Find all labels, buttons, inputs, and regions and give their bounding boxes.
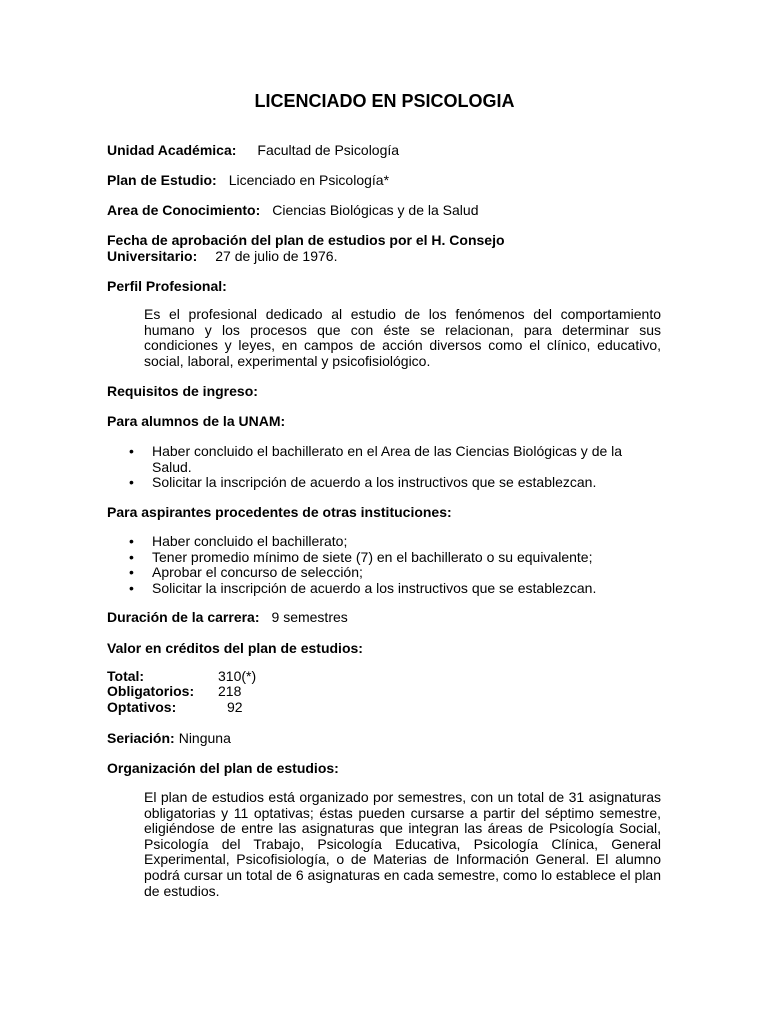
plan-estudio-value: Licenciado en Psicología* [228, 172, 390, 188]
bullet-icon: • [129, 443, 134, 459]
obligatorios-label: Obligatorios: [107, 683, 195, 700]
requisitos-heading: Requisitos de ingreso: [107, 383, 258, 399]
area-conocimiento-value: Ciencias Biológicas y de la Salud [272, 202, 479, 218]
page-title: LICENCIADO EN PSICOLOGIA [254, 91, 515, 111]
creditos-row-optativos [107, 700, 407, 715]
fecha-aprobacion-value: 27 de julio de 1976. [215, 248, 338, 264]
optativos-label: Optativos: [107, 698, 177, 715]
area-conocimiento-label: Area de Conocimiento: [107, 202, 261, 218]
duracion-label: Duración de la carrera: [107, 609, 260, 625]
bullet-icon: • [129, 548, 134, 565]
seriacion-value: Ninguna [178, 730, 231, 746]
list-item: • Haber concluido el bachillerato en el Area de las Ciencias Biológicas y de la Salud. [129, 443, 623, 475]
creditos-table [107, 669, 407, 715]
seriacion-row [107, 730, 231, 746]
creditos-row-total [107, 669, 407, 684]
unidad-academica-row [107, 142, 399, 158]
bullet-icon: • [129, 579, 134, 596]
duracion-value: 9 semestres [271, 609, 348, 625]
fecha-aprobacion-line2 [107, 248, 337, 264]
list-item: • Haber concluido el bachillerato; [129, 533, 348, 549]
plan-estudio-label: Plan de Estudio: [107, 172, 217, 188]
bullet-icon: • [129, 533, 134, 549]
list-item: • Solicitar la inscripción de acuerdo a los instructivos que se establezcan. [129, 474, 597, 491]
unam-requirements-list [107, 444, 662, 491]
organizacion-text: El plan de estudios está organizado por semestres, con un total de 31 asignaturas obligatorias y 11 optativas; éstas pueden cursarse a partir del séptimo semestre, eligiéndose de entre las asignaturas que integran las áreas de Psicología Social, Psicología del Trabajo, Psicología Educativa, Psicología Clínica, General Experimental, Psicofisiología, o de Materias de Información General. El alumno podrá cursar un total de 6 asignaturas en cada semestre, como lo establece el plan de estudios. [144, 789, 661, 899]
universitario-label: Universitario: [107, 248, 198, 264]
fecha-aprobacion-label: Fecha de aprobación del plan de estudios por el H. Consejo [107, 232, 505, 248]
perfil-profesional-text: Es el profesional dedicado al estudio de los fenómenos del comportamiento humano y los procesos que con éste se relacionan, para determinar sus condiciones y leyes, en campos de acción diversos como el clínico, educativo, social, laboral, experimental y psicofisiológico. [144, 306, 661, 369]
organizacion-heading: Organización del plan de estudios: [107, 760, 339, 776]
total-value: 310(*) [218, 668, 257, 684]
unidad-academica-label: Unidad Académica: [107, 142, 237, 158]
optativos-value: 92 [227, 698, 243, 715]
list-item: • Aprobar el concurso de selección; [129, 564, 363, 581]
area-conocimiento-row [107, 202, 478, 218]
creditos-heading: Valor en créditos del plan de estudios: [107, 640, 363, 656]
list-item: • Solicitar la inscripción de acuerdo a los instructivos que se establezcan. [129, 579, 597, 596]
bullet-icon: • [129, 474, 134, 491]
unam-heading: Para alumnos de la UNAM: [107, 413, 286, 429]
seriacion-label: Seriación: [107, 730, 175, 746]
document-page [107, 0, 662, 1024]
otras-instituciones-heading: Para aspirantes procedentes de otras instituciones: [107, 504, 452, 520]
otras-requirements-list [107, 534, 662, 596]
list-item: • Tener promedio mínimo de siete (7) en el bachillerato o su equivalente; [129, 548, 593, 565]
fecha-aprobacion-line1 [107, 232, 505, 248]
creditos-row-obligatorios [107, 684, 407, 699]
obligatorios-value: 218 [218, 683, 242, 700]
plan-estudio-row [107, 172, 389, 188]
total-label: Total: [107, 668, 145, 684]
bullet-icon: • [129, 564, 134, 581]
perfil-profesional-heading: Perfil Profesional: [107, 278, 227, 294]
duracion-row [107, 609, 348, 625]
unidad-academica-value: Facultad de Psicología [257, 142, 400, 158]
